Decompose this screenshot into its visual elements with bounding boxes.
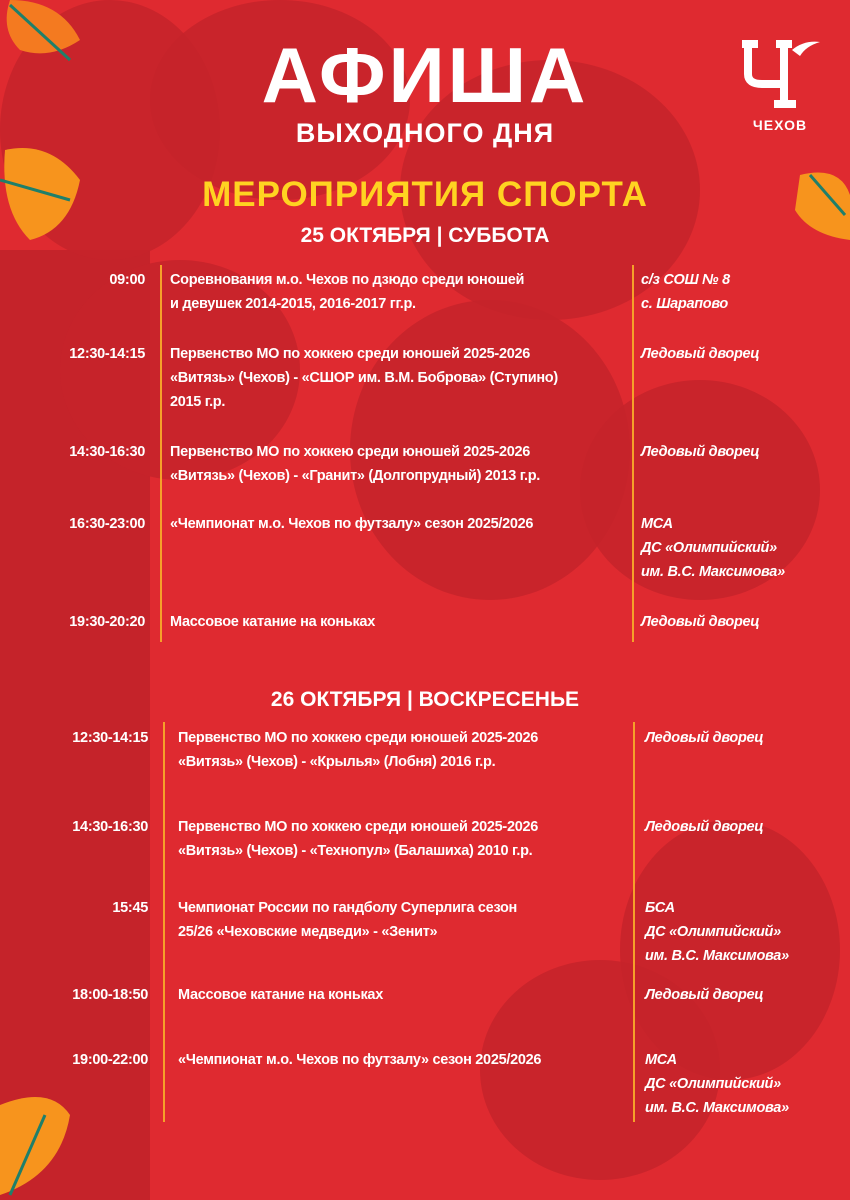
day-heading-2: 26 ОКТЯБРЯ | ВОСКРЕСЕНЬЕ — [270, 688, 580, 711]
event-title: «Чемпионат м.о. Чехов по футзалу» сезон 2025/2026 — [170, 516, 534, 532]
event-time: 15:45 — [112, 900, 148, 916]
event-venue: МСА ДС «Олимпийский» им. В.С. Максимова» — [645, 1052, 789, 1116]
day-heading-1: 25 ОКТЯБРЯ | СУББОТА — [300, 224, 550, 247]
page-subtitle: ВЫХОДНОГО ДНЯ — [295, 118, 555, 148]
event-title: Массовое катание на коньках — [170, 614, 375, 630]
event-time: 16:30-23:00 — [69, 516, 145, 532]
event-venue: Ледовый дворец — [641, 444, 760, 460]
autumn-leaf-icon — [0, 1085, 75, 1200]
event-time: 14:30-16:30 — [69, 444, 145, 460]
event-time: 19:30-20:20 — [69, 614, 145, 630]
event-time: 19:00-22:00 — [72, 1052, 148, 1068]
column-divider — [633, 722, 635, 1122]
event-title: Чемпионат России по гандболу Суперлига сезон 25/26 «Чеховские медведи» - «Зенит» — [178, 900, 518, 940]
event-venue: Ледовый дворец — [645, 730, 764, 746]
event-venue: Ледовый дворец — [641, 614, 760, 630]
page-title: АФИША — [261, 31, 589, 119]
column-divider — [632, 265, 634, 642]
event-time: 09:00 — [109, 272, 145, 288]
event-venue: МСА ДС «Олимпийский» им. В.С. Максимова» — [641, 516, 785, 580]
event-title: Первенство МО по хоккею среди юношей 2025-2026 «Витязь» (Чехов) - «Гранит» (Долгопрудный) 2013 г.р. — [170, 444, 541, 484]
event-title: Соревнования м.о. Чехов по дзюдо среди юношей и девушек 2014-2015, 2016-2017 гг.р. — [170, 272, 525, 312]
category-heading: МЕРОПРИЯТИЯ СПОРТА — [202, 175, 648, 214]
event-venue: Ледовый дворец — [645, 819, 764, 835]
event-time: 12:30-14:15 — [69, 346, 145, 362]
event-venue: БСА ДС «Олимпийский» им. В.С. Максимова» — [645, 900, 789, 964]
column-divider — [163, 722, 165, 1122]
event-venue: с/з СОШ № 8 с. Шарапово — [641, 272, 730, 312]
event-venue: Ледовый дворец — [641, 346, 760, 362]
event-time: 14:30-16:30 — [72, 819, 148, 835]
event-title: Массовое катание на коньках — [178, 987, 383, 1003]
event-title: «Чемпионат м.о. Чехов по футзалу» сезон 2025/2026 — [178, 1052, 542, 1068]
column-divider — [160, 265, 162, 642]
event-venue: Ледовый дворец — [645, 987, 764, 1003]
event-title: Первенство МО по хоккею среди юношей 2025-2026 «Витязь» (Чехов) - «СШОР им. В.М. Боброва» (Ступино) 2015 г.р. — [170, 346, 558, 410]
event-time: 12:30-14:15 — [72, 730, 148, 746]
event-title: Первенство МО по хоккею среди юношей 2025-2026 «Витязь» (Чехов) - «Технопул» (Балашиха) 2010 г.р. — [178, 819, 539, 859]
event-time: 18:00-18:50 — [72, 987, 148, 1003]
event-title: Первенство МО по хоккею среди юношей 2025-2026 «Витязь» (Чехов) - «Крылья» (Лобня) 2016 г.р. — [178, 730, 539, 770]
logo-text: ЧЕХОВ — [752, 117, 808, 133]
